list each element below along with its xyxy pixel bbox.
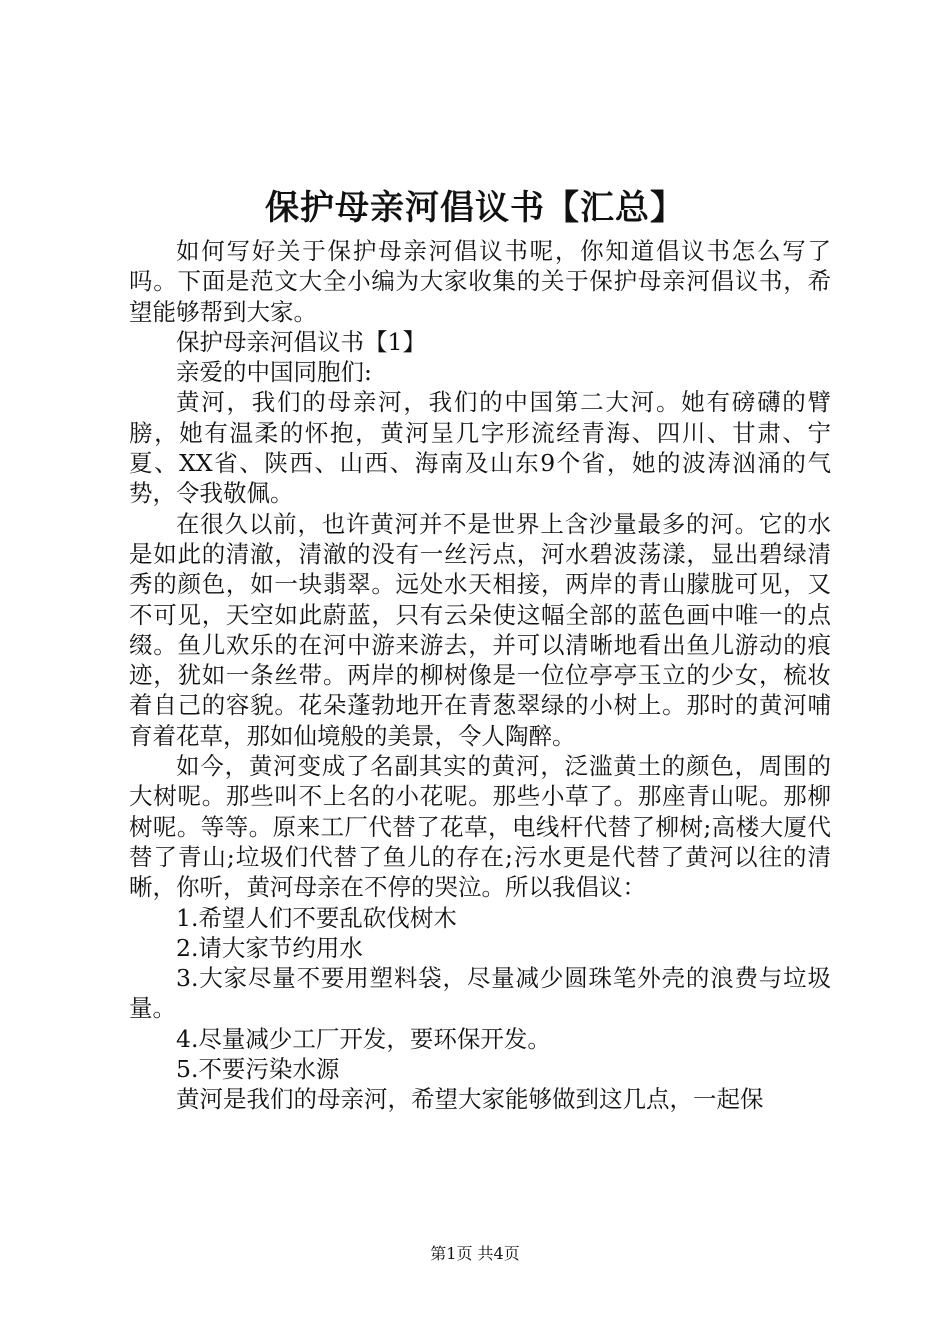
page-footer (0, 1243, 950, 1265)
body-paragraph: 如今，黄河变成了名副其实的黄河，泛滥黄土的颜色，周围的大树呢。那些叫不上名的小花呢。那些小草了。那座青山呢。那柳树呢。等等。原来工厂代替了花草，电线杆代替了柳树;高楼大厦代替了青山;垃圾们代替了鱼儿的存在;污水更是代替了黄河以往的清晰，你听，黄河母亲在不停的哭泣。所以我倡议： (129, 752, 831, 902)
proposal-item: 1.希望人们不要乱砍伐树木 (176, 903, 457, 932)
proposal-item: 5.不要污染水源 (176, 1055, 340, 1084)
proposal-item: 3.大家尽量不要用塑料袋，尽量减少圆珠笔外壳的浪费与垃圾量。 (129, 964, 831, 1023)
salutation: 亲爱的中国同胞们: (176, 358, 372, 387)
body-paragraph: 黄河是我们的母亲河，希望大家能够做到这几点，一起保 (176, 1085, 764, 1114)
proposal-item: 2.请大家节约用水 (176, 933, 363, 962)
document-body (129, 236, 831, 1115)
page-indicator: 第1页 共4页 (430, 1244, 520, 1263)
intro-paragraph: 如何写好关于保护母亲河倡议书呢，你知道倡议书怎么写了吗。下面是范文大全小编为大家收集的关于保护母亲河倡议书，希望能够帮到大家。 (129, 237, 831, 326)
body-paragraph: 在很久以前，也许黄河并不是世界上含沙量最多的河。它的水是如此的清澈，清澈的没有一丝污点，河水碧波荡漾，显出碧绿清秀的颜色，如一块翡翠。远处水天相接，两岸的青山朦胧可见，又不可见，天空如此蔚蓝，只有云朵使这幅全部的蓝色画中唯一的点缀。鱼儿欢乐的在河中游来游去，并可以清晰地看出鱼儿游动的痕迹，犹如一条丝带。两岸的柳树像是一位位亭亭玉立的少女，梳妆着自己的容貌。花朵蓬勃地开在青葱翠绿的小树上。那时的黄河哺育着花草，那如仙境般的美景，令人陶醉。 (129, 509, 831, 750)
proposal-item: 4.尽量减少工厂开发，要环保开发。 (176, 1024, 551, 1053)
body-paragraph: 黄河，我们的母亲河，我们的中国第二大河。她有磅礴的臂膀，她有温柔的怀抱，黄河呈几字形流经青海、四川、甘肃、宁夏、XX省、陕西、山西、海南及山东9个省，她的波涛汹涌的气势，令我敬佩。 (129, 388, 831, 508)
document-title: 保护母亲河倡议书【汇总】 (265, 188, 685, 228)
section-heading: 保护母亲河倡议书【1】 (176, 327, 426, 356)
